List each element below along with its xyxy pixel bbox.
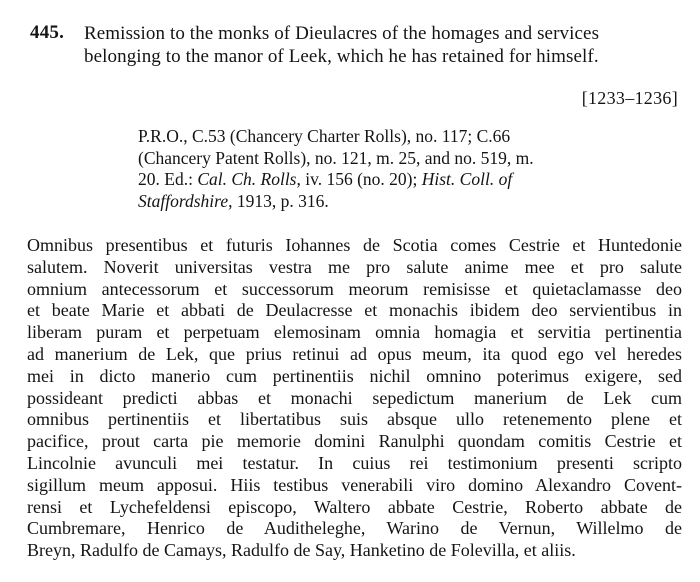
source-text: , 1913, p. 316. bbox=[228, 190, 329, 211]
body-line: Breyn, Radulfo de Camays, Radulfo de Say, Hanketino de Folevilla, et aliis. bbox=[27, 540, 576, 561]
body-line: omnibus pertinentiis et libertatibus suis absque ullo retenemento plene et bbox=[27, 409, 682, 430]
body-line: salutem. Noverit universitas vestra me pro salute anime mee et pro salute bbox=[27, 256, 682, 277]
body-line: liberam puram et perpetuam elemosinam omnia homagia et servitia pertinentia bbox=[27, 322, 682, 343]
source-line bbox=[138, 169, 698, 191]
source-line bbox=[138, 191, 698, 213]
source-title-hist-coll: Hist. Coll. of bbox=[421, 169, 513, 190]
body-line: Lincolnie avunculi mei testatur. In cuius rei testimonium presenti scripto bbox=[27, 452, 682, 473]
body-line: rensi et Lychefeldensi episcopo, Waltero abbate Cestrie, Roberto abbate de bbox=[27, 496, 682, 517]
body-line: possideant predicti abbas et monachi sepedictum manerium de Lek cum bbox=[27, 387, 682, 408]
entry-number: 445. bbox=[30, 22, 65, 43]
body-line: et beate Marie et abbati de Deulacresse et monachis ibidem deo servientibus in bbox=[27, 300, 682, 321]
source-line: (Chancery Patent Rolls), no. 121, m. 25, and no. 519, m. bbox=[138, 147, 534, 168]
body-line: ad manerium de Lek, que prius retinui ad opus meum, ita quod ego vel heredes bbox=[27, 343, 682, 364]
body-line: sigillum meum apposui. Hiis testibus venerabili viro domino Alexandro Covent- bbox=[27, 474, 682, 495]
charter-text bbox=[27, 235, 682, 562]
source-title-staffordshire: Staffordshire bbox=[138, 190, 229, 211]
body-line: Cumbremare, Henrico de Auditheleghe, Warino de Vernun, Willelmo de bbox=[27, 518, 682, 539]
source-text: , iv. 156 (no. 20); bbox=[296, 169, 422, 190]
body-line: Omnibus presentibus et futuris Iohannes de Scotia comes Cestrie et Huntedonie bbox=[27, 235, 682, 255]
source-title-cal-ch-rolls: Cal. Ch. Rolls bbox=[197, 169, 297, 190]
body-line: pacifice, prout carta pie memorie domini Ranulphi quondam comitis Cestrie et bbox=[27, 431, 682, 452]
heading-line: belonging to the manor of Leek, which he has retained for himself. bbox=[84, 46, 599, 67]
entry-date: [1233–1236] bbox=[581, 88, 678, 108]
entry-heading bbox=[84, 22, 684, 68]
source-citation bbox=[138, 126, 698, 212]
body-line: mei in dicto manerio cum pertinentiis nichil omnino poterimus exigere, sed bbox=[27, 365, 682, 386]
body-line: omnium antecessorum et successorum meorum remisisse et quietaclamasse deo bbox=[27, 278, 682, 299]
heading-line: Remission to the monks of Dieulacres of the homages and services bbox=[84, 23, 600, 44]
source-text: 20. Ed.: bbox=[138, 169, 198, 190]
source-line: P.R.O., C.53 (Chancery Charter Rolls), no. 117; C.66 bbox=[138, 126, 511, 146]
